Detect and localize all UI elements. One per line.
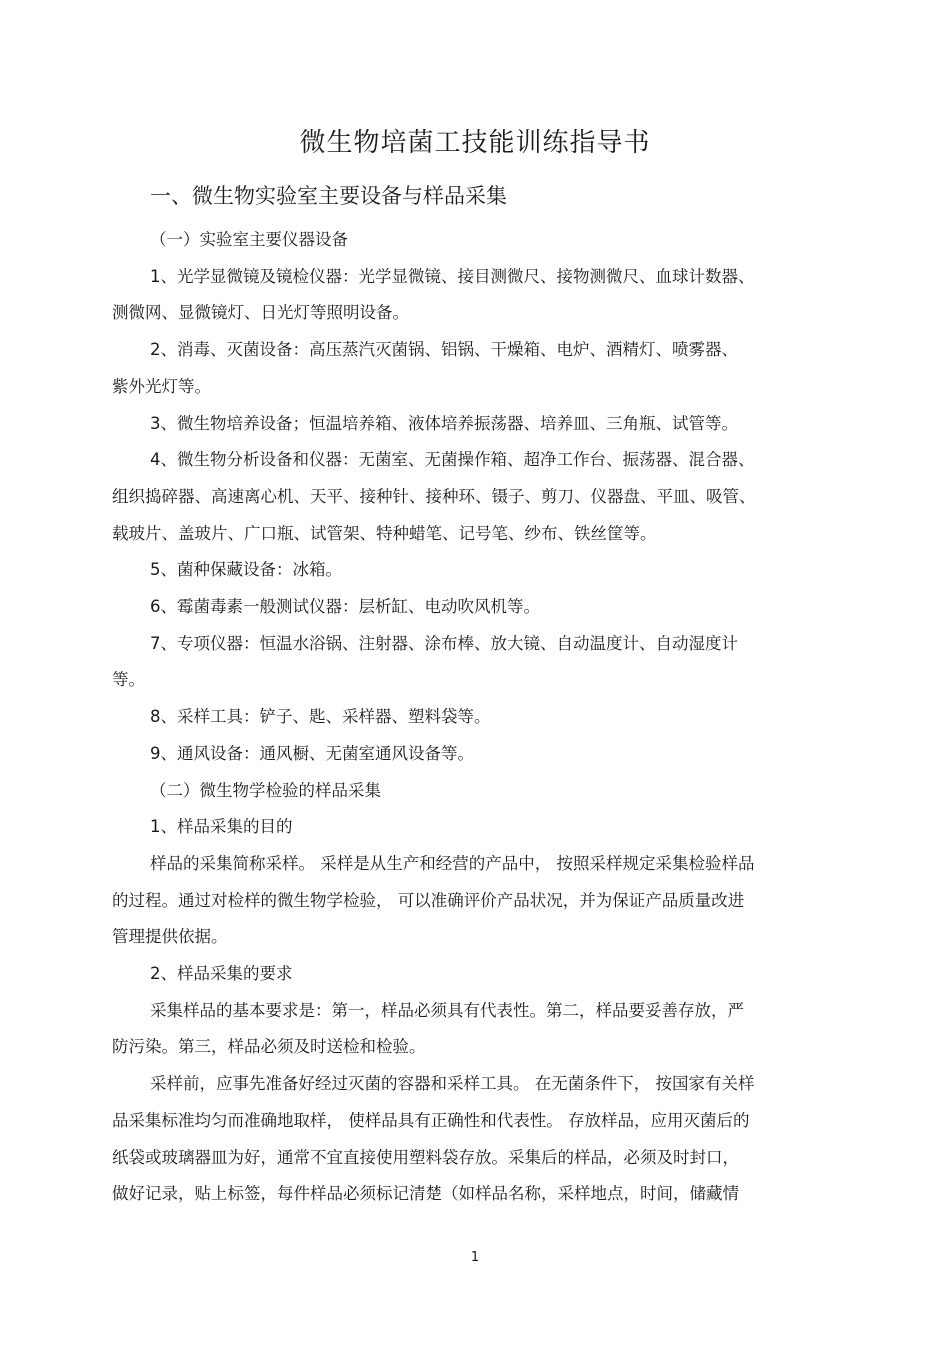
list-item: 6、霉菌毒素一般测试仪器：层析缸、电动吹风机等。 — [150, 597, 540, 617]
paragraph-line: 防污染。第三，样品必须及时送检和检验。 — [112, 1037, 426, 1057]
list-item-continuation: 测微网、显微镜灯、日光灯等照明设备。 — [112, 303, 409, 323]
list-item-continuation: 等。 — [112, 670, 145, 690]
list-item: 9、通风设备：通风橱、无菌室通风设备等。 — [150, 743, 474, 763]
paragraph-line: 采样前，应事先准备好经过灭菌的容器和采样工具。 在无菌条件下， 按国家有关样 — [150, 1074, 755, 1094]
list-item: 3、微生物培养设备；恒温培养箱、液体培养振荡器、培养皿、三角瓶、试管等。 — [150, 413, 738, 433]
list-item-continuation: 组织捣碎器、高速离心机、天平、接种针、接种环、镊子、剪刀、仪器盘、平皿、吸管、 — [112, 486, 756, 506]
list-item: 7、专项仪器：恒温水浴锅、注射器、涂布棒、放大镜、自动温度计、自动湿度计 — [150, 633, 738, 653]
paragraph-line: 做好记录，贴上标签，每件样品必须标记清楚（如样品名称，采样地点，时间，储藏情 — [112, 1184, 739, 1204]
section-heading: 一、微生物实验室主要设备与样品采集 — [150, 184, 507, 208]
list-item: 1、光学显微镜及镜检仪器：光学显微镜、接目测微尺、接物测微尺、血球计数器、 — [150, 266, 755, 286]
document-title: 微生物培菌工技能训练指导书 — [299, 128, 651, 158]
list-item: 5、菌种保藏设备：冰箱。 — [150, 560, 342, 580]
document-body — [112, 222, 832, 1213]
paragraph-line: 采集样品的基本要求是：第一，样品必须具有代表性。第二，样品要妥善存放，严 — [150, 1000, 744, 1020]
paragraph-heading: 2、样品采集的要求 — [150, 964, 293, 984]
paragraph-line: 管理提供依据。 — [112, 927, 228, 947]
paragraph-heading: 1、样品采集的目的 — [150, 817, 293, 837]
list-item-continuation: 紫外光灯等。 — [112, 376, 211, 396]
list-item: 4、微生物分析设备和仪器：无菌室、无菌操作箱、超净工作台、振荡器、混合器、 — [150, 450, 755, 470]
page-number: 1 — [470, 1250, 480, 1265]
list-item: 2、消毒、灭菌设备：高压蒸汽灭菌锅、铝锅、干燥箱、电炉、酒精灯、喷雾器、 — [150, 340, 738, 360]
list-item: 8、采样工具：铲子、匙、采样器、塑料袋等。 — [150, 707, 491, 727]
paragraph-line: 品采集标准均匀而准确地取样， 使样品具有正确性和代表性。 存放样品，应用灭菌后的 — [112, 1110, 750, 1130]
list-item-continuation: 载玻片、盖玻片、广口瓶、试管架、特种蜡笔、记号笔、纱布、铁丝筐等。 — [112, 523, 657, 543]
paragraph-line: 样品的采集简称采样。 采样是从生产和经营的产品中， 按照采样规定采集检验样品 — [150, 853, 755, 873]
subsection-heading: （二）微生物学检验的样品采集 — [150, 780, 381, 800]
paragraph-line: 的过程。通过对检样的微生物学检验， 可以准确评价产品状况，并为保证产品质量改进 — [112, 890, 745, 910]
paragraph-line: 纸袋或玻璃器皿为好，通常不宜直接使用塑料袋存放。采集后的样品，必须及时封口， — [112, 1147, 739, 1167]
subsection-heading: （一）实验室主要仪器设备 — [150, 230, 348, 249]
